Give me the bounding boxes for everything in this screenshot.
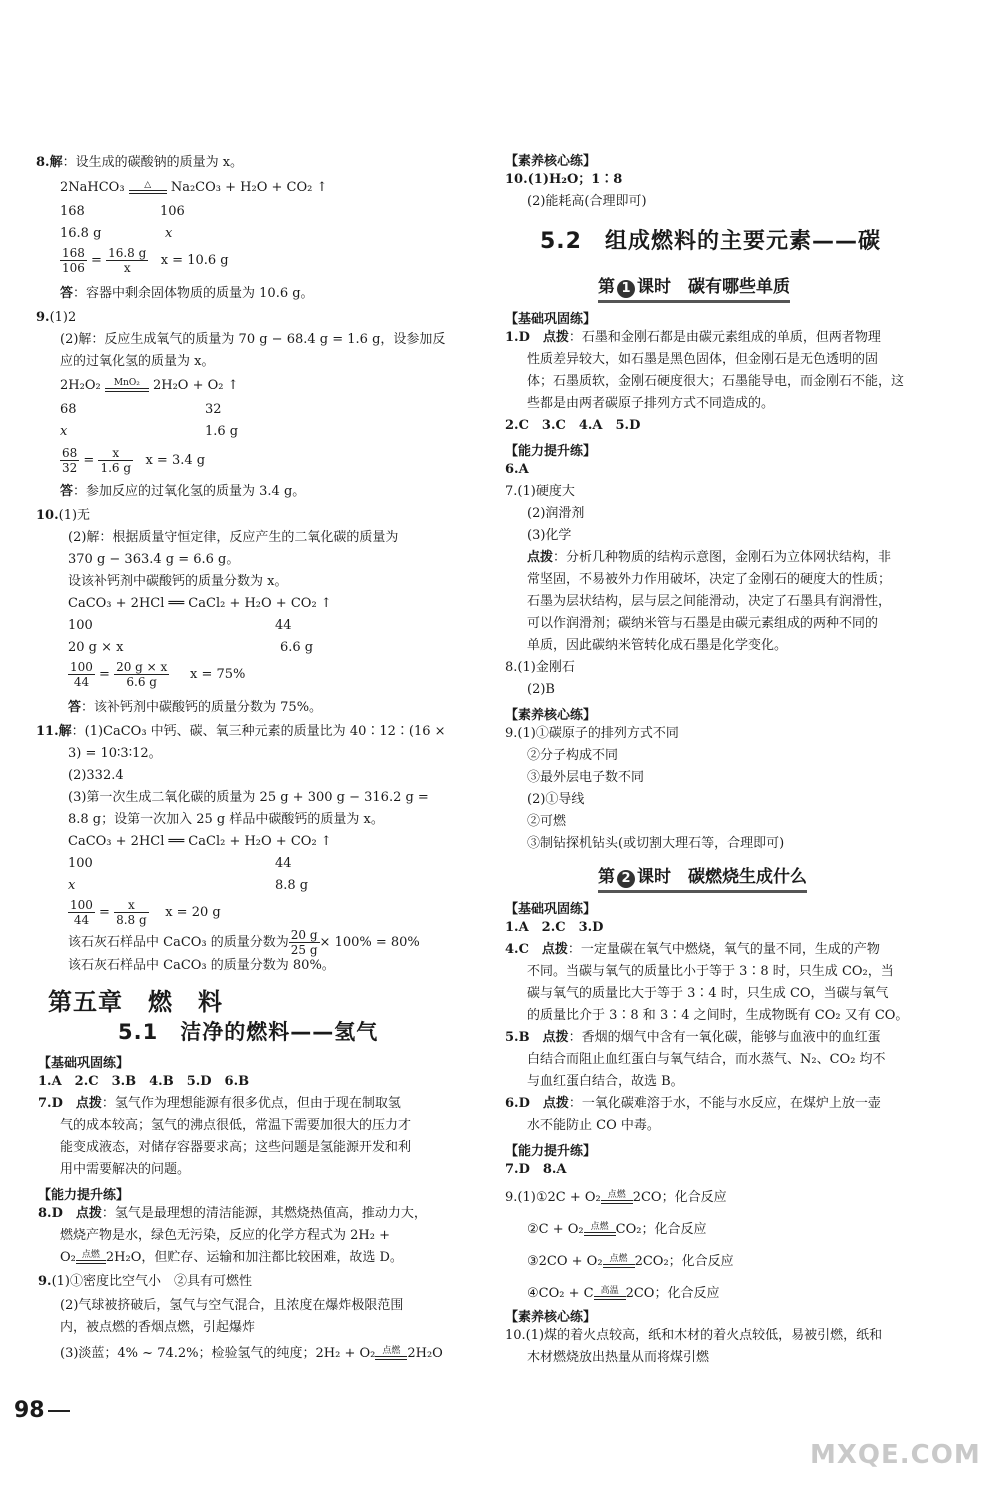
q8-answer: 答：容器中剩余固体物质的质量为 10.6 g。 — [60, 286, 314, 301]
q10-answer: 答：该补钙剂中碳酸钙的质量分数为 75%。 — [68, 700, 323, 715]
q9-answer: 答：参加反应的过氧化氢的质量为 3.4 g。 — [60, 484, 306, 499]
r-q7f: 石墨为层状结构，层与层之间能滑动，决定了石墨具有润滑性， — [527, 594, 892, 609]
page-number: 98 — [14, 1398, 45, 1423]
r2-q4: 4.C 点拨：一定量碳在氧气中燃烧，氧气的量不同，生成的产物 — [505, 942, 880, 957]
r-q8a: 8.(1)金刚石 — [505, 660, 575, 675]
r2-q5c: 与血红蛋白结合，故选 B。 — [527, 1074, 684, 1089]
ability-exercise-label: 【能力提升练】 — [38, 1188, 130, 1203]
q10-mass-2a: 20 g × x — [68, 640, 124, 655]
r-q1d: 些都是由两者碳原子排列方式不同造成的。 — [527, 396, 775, 411]
r-q2-5: 2.C 3.C 4.A 5.D — [505, 418, 641, 433]
r-q9f: ③制钻探机钻头(或切割大理石等，合理即可) — [527, 836, 785, 851]
q11-percentage: 该石灰石样品中 CaCO₃ 的质量分数为 $\frac{20 g}{25 g}$ × 100% = 80% — [68, 928, 420, 957]
q9-mass-2a: x — [60, 424, 68, 439]
q8-mass-2b: x — [165, 226, 173, 241]
q11-p2: (2)332.4 — [68, 768, 124, 783]
q8-mass-1b: 106 — [160, 204, 185, 219]
r2-q4d: 的质量比介于 3∶8 和 3∶4 之间时，生成物既有 CO₂ 又有 CO。 — [527, 1008, 909, 1023]
q8-equation: 2NaHCO₃ △ Na₂CO₃ + H₂O + CO₂ ↑ — [60, 180, 328, 195]
q9-mass-2b: 1.6 g — [205, 424, 239, 439]
r-core-label-2: 【素养核心练】 — [505, 708, 597, 723]
r-basic-label-2: 【基础巩固练】 — [505, 902, 597, 917]
r-q7g: 可以作润滑剂；碳纳米管与石墨是由碳元素组成的两种不同的 — [527, 616, 879, 631]
q9-mass-1b: 32 — [205, 402, 222, 417]
r-q1c: 体；石墨质软，金刚石硬度很大；石墨能导电，而金刚石不能，这 — [527, 374, 905, 389]
r2-q5b: 白结合而阻止血红蛋白与氧气结合，而水蒸气、N₂、CO₂ 均不 — [527, 1052, 886, 1067]
r-q1b: 性质差异较大，如石墨是黑色固体，但金刚石是无色透明的固 — [527, 352, 879, 367]
q11-p3b: 8.8 g；设第一次加入 25 g 样品中碳酸钙的质量为 x。 — [68, 812, 384, 827]
r-q7b: (2)润滑剂 — [527, 506, 585, 521]
r-q7a: 7.(1)硬度大 — [505, 484, 575, 499]
s51-answers-1-6: 1.A 2.C 3.B 4.B 5.D 6.B — [38, 1074, 250, 1089]
q8-mass-1a: 168 — [60, 204, 85, 219]
q10-mass-1b: 44 — [275, 618, 292, 633]
s51-q7b: 气的成本较高；氢气的沸点很低，常温下需要加很大的压力才 — [60, 1118, 412, 1133]
r2-q9b: ②C + O₂ 点燃 CO₂；化合反应 — [527, 1222, 707, 1237]
lesson-2-badge: 2 — [617, 870, 635, 888]
r2-q9c: ③2CO + O₂ 点燃 2CO₂；化合反应 — [527, 1254, 734, 1269]
s51-q8b: 燃烧产物是水，绿色无污染，反应的化学方程式为 2H₂ + — [60, 1228, 390, 1243]
r-core-label-3: 【素养核心练】 — [505, 1310, 597, 1325]
r2-q1-3: 1.A 2.C 3.D — [505, 920, 604, 935]
s51-q7d: 用中需要解决的问题。 — [60, 1162, 191, 1177]
q10-p1: 10.(1)无 — [36, 508, 91, 523]
s51-q8c: O₂ 点燃 2H₂O，但贮存、运输和加注都比较困难，故选 D。 — [60, 1250, 403, 1265]
q10-equation: CaCO₃ + 2HCl ══ CaCl₂ + H₂O + CO₂ ↑ — [68, 596, 332, 611]
r2-q4b: 不同。当碳与氧气的质量比小于等于 3∶8 时，只生成 CO₂，当 — [527, 964, 894, 979]
lesson-1-title: 第 1 课时 碳有哪些单质 — [598, 272, 790, 303]
r-q9d: (2)①导线 — [527, 792, 585, 807]
r-q9b: ②分子构成不同 — [527, 748, 619, 763]
r2-q9a: 9.(1)①2C + O₂ 点燃 2CO；化合反应 — [505, 1190, 727, 1205]
r-q8b: (2)B — [527, 682, 555, 697]
r2-q10a: 10.(1)煤的着火点较高，纸和木材的着火点较低，易被引燃，纸和 — [505, 1328, 883, 1343]
q9-equation: 2H₂O₂ MnO₂ 2H₂O + O₂ ↑ — [60, 378, 239, 393]
q11-answer: 该石灰石样品中 CaCO₃ 的质量分数为 80%。 — [68, 958, 335, 973]
q11-p3a: (3)第一次生成二氧化碳的质量为 25 g + 300 g − 316.2 g = — [68, 790, 429, 805]
q9-p2a: (2)解：反应生成氧气的质量为 70 g − 68.4 g = 1.6 g，设参加反 — [60, 332, 446, 347]
r-q10b: (2)能耗高(合理即可) — [527, 194, 647, 209]
r-q9a: 9.(1)①碳原子的排列方式不同 — [505, 726, 679, 741]
s51-q9a: 9.(1)①密度比空气小 ②具有可燃性 — [38, 1274, 252, 1289]
q8-mass-2a: 16.8 g — [60, 226, 102, 241]
q9-mass-1a: 68 — [60, 402, 77, 417]
q10-mass-2b: 6.6 g — [280, 640, 314, 655]
q9-proportion: $\frac{68}{32}$ = $\frac{x}{1.6 g}$ x = 3.4 g — [62, 446, 206, 475]
r2-q5: 5.B 点拨：香烟的烟气中含有一氧化碳，能够与血液中的血红蛋 — [505, 1030, 881, 1045]
q11-mass-2b: 8.8 g — [275, 878, 309, 893]
r-q10a: 10.(1)H₂O；1∶8 — [505, 172, 623, 187]
watermark-text: MXQE.COM — [810, 1440, 981, 1470]
section-5-2-title: 5.2 组成燃料的主要元素——碳 — [540, 229, 881, 254]
basic-exercise-label: 【基础巩固练】 — [38, 1056, 130, 1071]
r2-q6: 6.D 点拨：一氧化碳难溶于水，不能与水反应，在煤炉上放一壶 — [505, 1096, 881, 1111]
r-basic-label: 【基础巩固练】 — [505, 312, 597, 327]
r-q6: 6.A — [505, 462, 529, 477]
r-q7d: 点拨：分析几种物质的结构示意图，金刚石为立体网状结构，非 — [527, 550, 892, 565]
q10-p2c: 设该补钙剂中碳酸钙的质量分数为 x。 — [68, 574, 288, 589]
q10-p2b: 370 g − 363.4 g = 6.6 g。 — [68, 552, 240, 567]
r2-q7-8: 7.D 8.A — [505, 1162, 567, 1177]
q11-mass-1a: 100 — [68, 856, 93, 871]
q11-mass-2a: x — [68, 878, 76, 893]
q10-proportion: $\frac{100}{44}$ = $\frac{20 g \times x}{6.6 g}$ x = 75% — [70, 660, 246, 689]
s51-q9b: (2)气球被挤破后，氢气与空气混合，且浓度在爆炸极限范围 — [60, 1298, 404, 1313]
s51-q9d: (3)淡蓝；4% ~ 74.2%；检验氢气的纯度；2H₂ + O₂ 点燃 2H₂O — [60, 1346, 443, 1361]
s51-q7: 7.D 点拨：氢气作为理想能源有很多优点，但由于现在制取氢 — [38, 1096, 401, 1111]
q8-proportion: $\frac{168}{106}$ = $\frac{16.8 g}{x}$ x = 10.6 g — [62, 246, 229, 275]
chapter-title: 第五章 燃 料 — [48, 988, 223, 1016]
lesson-1-badge: 1 — [617, 280, 635, 298]
r2-q10b: 木材燃烧放出热量从而将煤引燃 — [527, 1350, 710, 1365]
r-q9e: ②可燃 — [527, 814, 567, 829]
r2-q4c: 碳与氧气的质量比大于等于 3∶4 时，只生成 CO，当碳与氧气 — [527, 986, 889, 1001]
s51-q9c: 内，被点燃的香烟点燃，引起爆炸 — [60, 1320, 256, 1335]
r-q1: 1.D 点拨：石墨和金刚石都是由碳元素组成的单质，但两者物理 — [505, 330, 881, 345]
r2-q9d: ④CO₂ + C 高温 2CO；化合反应 — [527, 1286, 720, 1301]
r-q7h: 单质，因此碳纳米管转化成石墨是化学变化。 — [527, 638, 788, 653]
s51-q7c: 能变成液态，对储存容器要求高；这些问题是氢能源开发和利 — [60, 1140, 412, 1155]
page-number-dash — [48, 1410, 70, 1412]
q11-proportion: $\frac{100}{44}$ = $\frac{x}{8.8 g}$ x = 20 g — [70, 898, 221, 927]
q11-equation: CaCO₃ + 2HCl ══ CaCl₂ + H₂O + CO₂ ↑ — [68, 834, 332, 849]
q11-p1a: 11.解：(1)CaCO₃ 中钙、碳、氧三种元素的质量比为 40∶12∶(16 × — [36, 724, 446, 739]
core-exercise-label: 【素养核心练】 — [505, 154, 597, 169]
r-ability-label-2: 【能力提升练】 — [505, 1144, 597, 1159]
r-q7c: (3)化学 — [527, 528, 572, 543]
q11-p1b: 3) = 10∶3∶12。 — [68, 746, 162, 761]
q9-p1: 9.(1)2 — [36, 310, 77, 325]
q11-mass-1b: 44 — [275, 856, 292, 871]
q8-intro: 8.解：设生成的碳酸钠的质量为 x。 — [36, 155, 244, 170]
q10-p2a: (2)解：根据质量守恒定律，反应产生的二氧化碳的质量为 — [68, 530, 399, 545]
q10-mass-1a: 100 — [68, 618, 93, 633]
r2-q6b: 水不能防止 CO 中毒。 — [527, 1118, 660, 1133]
r-ability-label: 【能力提升练】 — [505, 444, 597, 459]
q9-p2b: 应的过氧化氢的质量为 x。 — [60, 354, 215, 369]
r-q9c: ③最外层电子数不同 — [527, 770, 645, 785]
r-q7e: 常坚固，不易被外力作用破坏，决定了金刚石的硬度大的性质； — [527, 572, 892, 587]
s51-q8: 8.D 点拨：氢气是最理想的清洁能源，其燃烧热值高，推动力大， — [38, 1206, 427, 1221]
section-5-1-title: 5.1 洁净的燃料——氢气 — [118, 1020, 379, 1044]
lesson-2-title: 第 2 课时 碳燃烧生成什么 — [598, 862, 807, 893]
